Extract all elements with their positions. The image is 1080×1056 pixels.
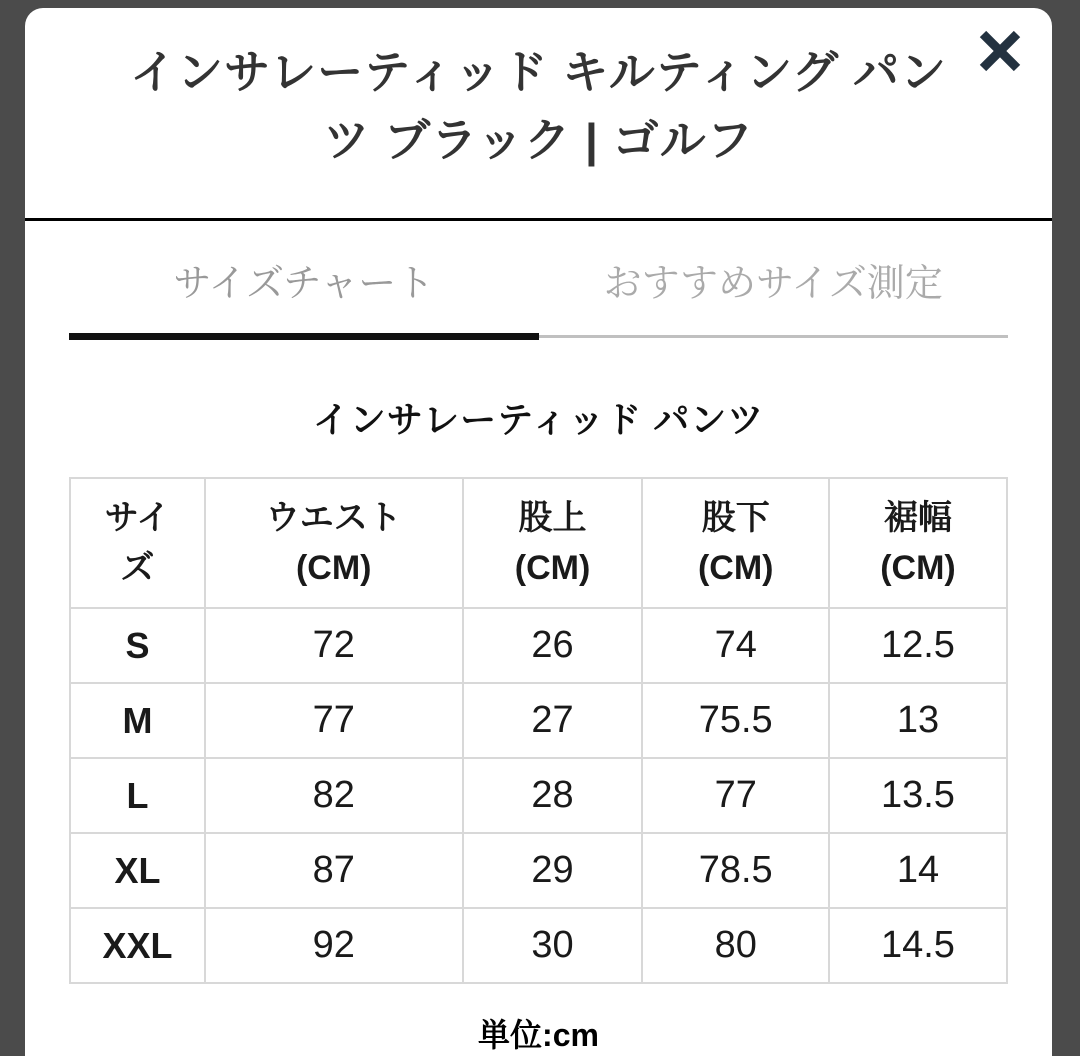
tab-bar <box>69 259 1008 309</box>
section-title: インサレーティッド パンツ <box>312 399 765 440</box>
measurement-cell: 75.5 <box>642 683 828 758</box>
size-table-head-row <box>70 478 1007 608</box>
close-button[interactable] <box>974 26 1026 78</box>
size-table-body <box>70 608 1007 983</box>
column-header: ウエスト (CM) <box>205 478 463 608</box>
measurement-cell: 26 <box>463 608 643 683</box>
size-label: M <box>70 683 205 758</box>
measurement-cell: 28 <box>463 758 643 833</box>
modal-body <box>25 259 1052 1056</box>
tab-underline-track <box>69 333 1008 340</box>
header-divider <box>25 218 1052 221</box>
measurement-cell: 13.5 <box>829 758 1007 833</box>
tab-recommended-size[interactable]: おすすめサイズ測定 <box>603 263 943 305</box>
measurement-cell: 77 <box>642 758 828 833</box>
table-row <box>70 758 1007 833</box>
size-label: XL <box>70 833 205 908</box>
column-header: サイズ <box>70 478 205 608</box>
column-header: 股上 (CM) <box>463 478 643 608</box>
size-label: XXL <box>70 908 205 983</box>
measurement-cell: 14.5 <box>829 908 1007 983</box>
measurement-cell: 12.5 <box>829 608 1007 683</box>
table-row <box>70 908 1007 983</box>
measurement-cell: 77 <box>205 683 463 758</box>
modal-header <box>25 8 1052 174</box>
table-row <box>70 833 1007 908</box>
measurement-cell: 80 <box>642 908 828 983</box>
measurement-cell: 87 <box>205 833 463 908</box>
measurement-cell: 14 <box>829 833 1007 908</box>
table-row <box>70 683 1007 758</box>
measurement-cell: 27 <box>463 683 643 758</box>
inactive-tab-underline <box>539 335 1009 338</box>
measurement-cell: 72 <box>205 608 463 683</box>
size-label: L <box>70 758 205 833</box>
column-header: 裾幅 (CM) <box>829 478 1007 608</box>
table-row <box>70 608 1007 683</box>
size-table-head <box>70 478 1007 608</box>
measurement-cell: 92 <box>205 908 463 983</box>
close-icon <box>978 29 1022 76</box>
measurement-cell: 30 <box>463 908 643 983</box>
unit-footnote: 単位:cm <box>478 1017 599 1053</box>
modal-title: インサレーティッド キルティング パンツ ブラック | ゴルフ <box>130 46 947 166</box>
active-tab-underline <box>69 333 539 340</box>
measurement-cell: 13 <box>829 683 1007 758</box>
column-header: 股下 (CM) <box>642 478 828 608</box>
measurement-cell: 29 <box>463 833 643 908</box>
measurement-cell: 78.5 <box>642 833 828 908</box>
measurement-cell: 74 <box>642 608 828 683</box>
size-table <box>69 477 1008 984</box>
measurement-cell: 82 <box>205 758 463 833</box>
tab-size-chart[interactable]: サイズチャート <box>173 263 435 305</box>
size-label: S <box>70 608 205 683</box>
size-chart-modal <box>25 8 1052 1056</box>
